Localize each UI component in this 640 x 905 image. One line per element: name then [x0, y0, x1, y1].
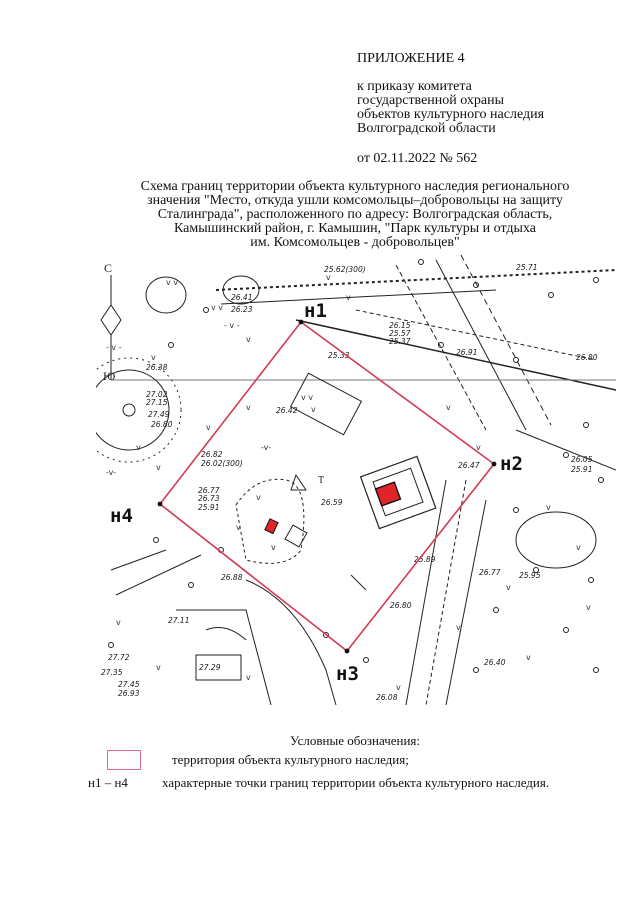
elevation-label: 25.57	[389, 329, 411, 338]
elevation-label: 26.77	[479, 568, 501, 577]
elevation-label: 25.91	[571, 465, 593, 474]
elevation-labels	[101, 263, 598, 702]
svg-text:v: v	[576, 543, 581, 552]
elevation-label: 25.95	[519, 571, 541, 580]
svg-text:v: v	[246, 403, 251, 412]
elevation-label: 25.37	[389, 337, 411, 346]
svg-text:v: v	[256, 493, 261, 502]
svg-text:v: v	[311, 405, 316, 414]
elevation-label: 26.41	[231, 293, 253, 302]
elevation-label: 26.93	[118, 689, 140, 698]
heritage-object-main	[376, 482, 401, 506]
svg-text:v: v	[156, 663, 161, 672]
legend-label-territory: территория объекта культурного наследия;	[172, 752, 409, 767]
svg-text:v: v	[246, 335, 251, 344]
elevation-label: 27.02	[146, 390, 168, 399]
vegetation-marks	[106, 273, 591, 692]
elevation-label: 26.73	[198, 494, 220, 503]
appendix-order: от 02.11.2022 № 562	[357, 151, 478, 166]
legend-label-points: характерные точки границ территории объекта культурного наследия.	[162, 775, 550, 790]
svg-text:v: v	[476, 443, 481, 452]
title-line: им. Комсомольцев - добровольцев"	[250, 235, 460, 250]
title-line: Камышинский район, г. Камышин, "Парк культуры и отдыха	[174, 221, 536, 236]
survey-linework	[96, 255, 616, 705]
svg-text:v: v	[136, 443, 141, 452]
compass-south: Ю	[103, 369, 116, 383]
legend-title: Условные обозначения:	[290, 733, 421, 748]
elevation-label: 26.80	[151, 420, 173, 429]
elevation-label: 26.47	[458, 461, 480, 470]
elevation-label: 27.29	[199, 663, 221, 672]
elevation-label: 26.77	[198, 486, 220, 495]
svg-text:v: v	[151, 353, 156, 362]
elevation-label: 25.91	[198, 503, 220, 512]
legend-swatch-territory	[107, 750, 141, 770]
appendix-block	[357, 52, 544, 166]
title-line: значения "Место, откуда ушли комсомольцы–добровольцы на защиту	[147, 193, 563, 208]
elevation-label: 26.15	[389, 321, 411, 330]
appendix-line: к приказу комитета	[357, 79, 472, 94]
elevation-label: 25.89	[414, 555, 436, 564]
elevation-label: 26.40	[484, 658, 506, 667]
svg-text:v: v	[116, 618, 121, 627]
svg-text:v: v	[396, 683, 401, 692]
svg-text:v: v	[156, 463, 161, 472]
elevation-label: 25.62(300)	[324, 265, 366, 274]
svg-text:v: v	[546, 503, 551, 512]
elevation-label: 26.80	[390, 601, 412, 610]
elevation-label: 26.88	[221, 573, 243, 582]
title-line: Схема границ территории объекта культурного наследия регионального	[140, 179, 570, 194]
svg-text:v: v	[246, 673, 251, 682]
appendix-line: объектов культурного наследия	[357, 107, 545, 122]
svg-text:- v -: - v -	[224, 321, 240, 330]
document-title	[90, 180, 620, 250]
elevation-label: 27.49	[148, 410, 170, 419]
svg-text:v v: v v	[301, 393, 314, 402]
svg-text:v v: v v	[211, 303, 224, 312]
svg-text:-v-: -v-	[106, 468, 117, 477]
svg-text:v: v	[586, 603, 591, 612]
elevation-label: 27.15	[146, 398, 168, 407]
elevation-label: 27.45	[118, 680, 140, 689]
legend-code-points: н1 – н4	[88, 775, 128, 790]
svg-text:- v -: - v -	[106, 343, 122, 352]
elevation-label: 26.05	[571, 455, 593, 464]
elevation-label: 25.33	[328, 351, 350, 360]
elevation-label: 25.71	[516, 263, 538, 272]
elevation-label: 26.02(300)	[201, 459, 243, 468]
elevation-label: 27.11	[168, 616, 190, 625]
elevation-label: 26.59	[321, 498, 343, 507]
svg-text:v: v	[326, 273, 331, 282]
point-label-n3: н3	[336, 663, 359, 685]
elevation-label: 26.80	[576, 353, 598, 362]
svg-text:v: v	[506, 583, 511, 592]
elevation-label: 26.42	[276, 406, 298, 415]
point-label-n1: н1	[304, 300, 327, 322]
elevation-label: 26.23	[231, 305, 253, 314]
elevation-label: 26.38	[146, 363, 168, 372]
title-line: Сталинграда", расположенного по адресу: Волгоградская область,	[157, 207, 553, 222]
svg-text:v v: v v	[166, 278, 179, 287]
appendix-line: Волгоградской области	[357, 121, 496, 136]
appendix-title: ПРИЛОЖЕНИЕ 4	[357, 51, 465, 66]
svg-text:v: v	[206, 423, 211, 432]
elevation-label: 27.72	[108, 653, 130, 662]
compass-north: С	[104, 261, 113, 275]
svg-text:-v-: -v-	[261, 443, 272, 452]
svg-text:v: v	[446, 403, 451, 412]
map-letter-t: Т	[318, 475, 325, 486]
svg-text:v: v	[271, 543, 276, 552]
point-label-n2: н2	[500, 453, 523, 475]
svg-text:v: v	[526, 653, 531, 662]
appendix-line: государственной охраны	[357, 93, 505, 108]
elevation-label: 27.35	[101, 668, 123, 677]
elevation-label: 26.08	[376, 693, 398, 702]
boundary-map	[96, 250, 616, 705]
heritage-object-small	[265, 519, 278, 534]
elevation-label: 26.82	[201, 450, 223, 459]
point-label-n4: н4	[110, 505, 133, 527]
svg-text:v: v	[456, 623, 461, 632]
elevation-label: 26.91	[456, 348, 478, 357]
svg-text:v: v	[236, 523, 241, 532]
svg-text:v: v	[346, 293, 351, 302]
